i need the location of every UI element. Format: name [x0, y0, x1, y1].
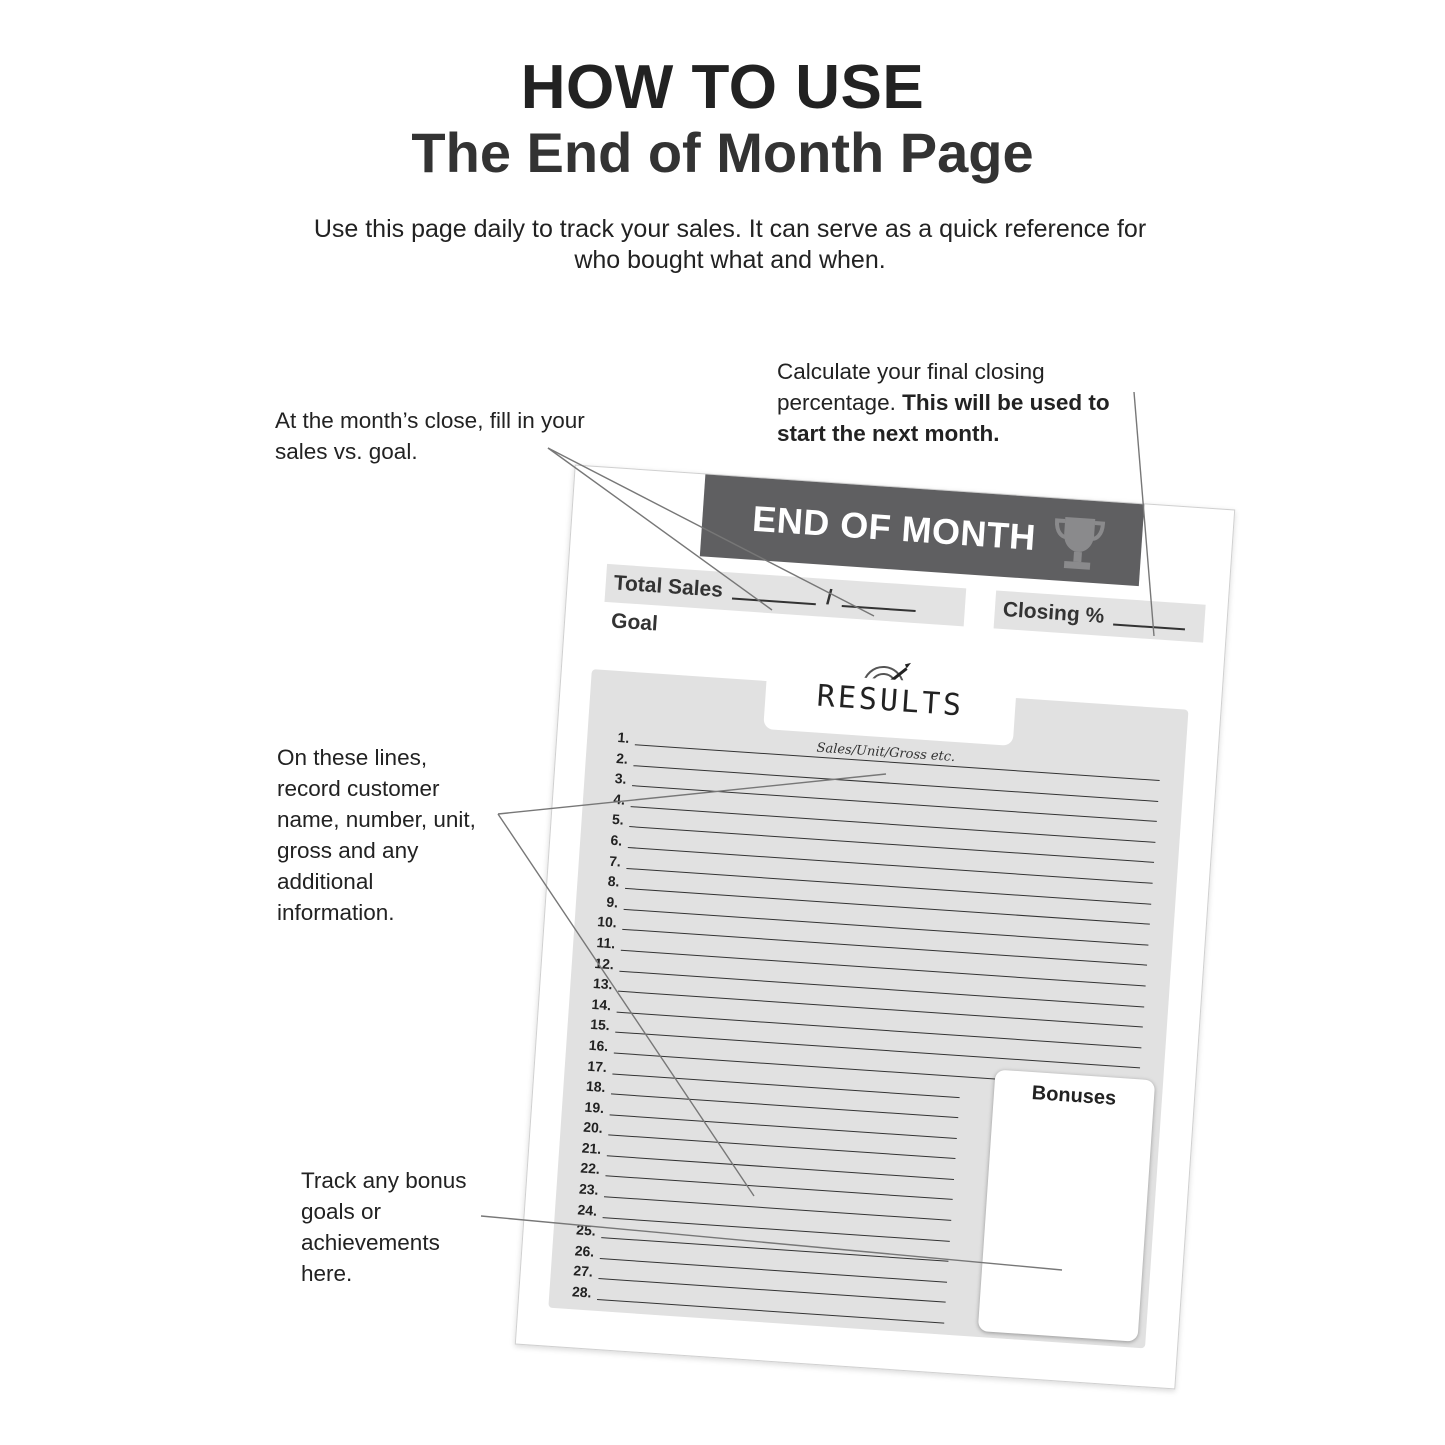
line-number: 17. — [586, 1057, 608, 1075]
line-number: 19. — [584, 1098, 605, 1116]
total-sales-field — [604, 564, 966, 636]
results-title: RESULTS — [815, 678, 966, 724]
note-sales-vs-goal: At the month’s close, fill in your sales vs. goal. — [275, 408, 585, 464]
sales-blank[interactable] — [732, 584, 817, 606]
closing-label: Closing % — [1002, 597, 1105, 628]
line-number: 3. — [614, 770, 628, 787]
line-number: 20. — [582, 1118, 604, 1137]
trophy-icon — [1050, 512, 1108, 574]
note-record-lines: On these lines, record customer name, number, unit, gross and any additional information. — [277, 745, 476, 925]
results-subtitle: Sales/Unit/Gross etc. — [816, 740, 956, 766]
closing-percent-field — [994, 590, 1206, 642]
end-of-month-banner — [700, 474, 1145, 586]
bonuses-label: Bonuses — [1031, 1082, 1117, 1110]
line-number: 13. — [592, 975, 614, 993]
line-number: 26. — [574, 1242, 595, 1260]
line-number: 2. — [615, 749, 629, 767]
total-sales-label: Total Sales — [613, 571, 724, 602]
page-title: HOW TO USE — [520, 53, 925, 122]
note-closing-bold: This will be used to start the next month. — [777, 390, 1110, 446]
note-closing-plain: Calculate your final closing percentage. — [777, 359, 1045, 415]
line-number: 28. — [571, 1283, 593, 1301]
results-section — [548, 669, 1188, 1348]
line-number: 23. — [578, 1180, 600, 1198]
slash: / — [825, 585, 833, 610]
line-number: 12. — [593, 954, 615, 972]
goal-label: Goal — [610, 609, 659, 636]
line-number: 16. — [588, 1036, 609, 1055]
line-number: 21. — [581, 1139, 602, 1157]
planner-sheet — [515, 465, 1235, 1390]
line-number: 22. — [579, 1160, 601, 1178]
line-number: 27. — [572, 1262, 594, 1281]
bonuses-box[interactable] — [978, 1070, 1155, 1342]
page-subtitle: The End of Month Page — [411, 121, 1034, 184]
intro-text: Use this page daily to track your sales. It can serve as a quick reference for who bought what and when. — [313, 215, 1147, 274]
results-tab — [763, 671, 1016, 746]
line-number: 8. — [607, 872, 621, 890]
line-number: 15. — [589, 1016, 611, 1034]
line-number: 4. — [612, 790, 626, 808]
line-number: 11. — [596, 934, 616, 952]
line-number: 1. — [617, 729, 630, 746]
line-number: 5. — [611, 811, 625, 829]
line-number: 10. — [596, 913, 618, 931]
line-number: 6. — [610, 831, 623, 849]
line-number: 24. — [577, 1201, 598, 1219]
banner-title: END OF MONTH — [751, 497, 1038, 558]
line-number: 18. — [585, 1077, 607, 1096]
line-number: 14. — [591, 995, 612, 1013]
goal-blank[interactable] — [841, 591, 916, 612]
line-number: 9. — [605, 893, 619, 911]
line-number: 25. — [575, 1221, 597, 1239]
note-bonus-goals: Track any bonus goals or achievements here. — [301, 1168, 467, 1286]
line-number: 7. — [608, 852, 622, 870]
closing-blank[interactable] — [1113, 610, 1186, 631]
